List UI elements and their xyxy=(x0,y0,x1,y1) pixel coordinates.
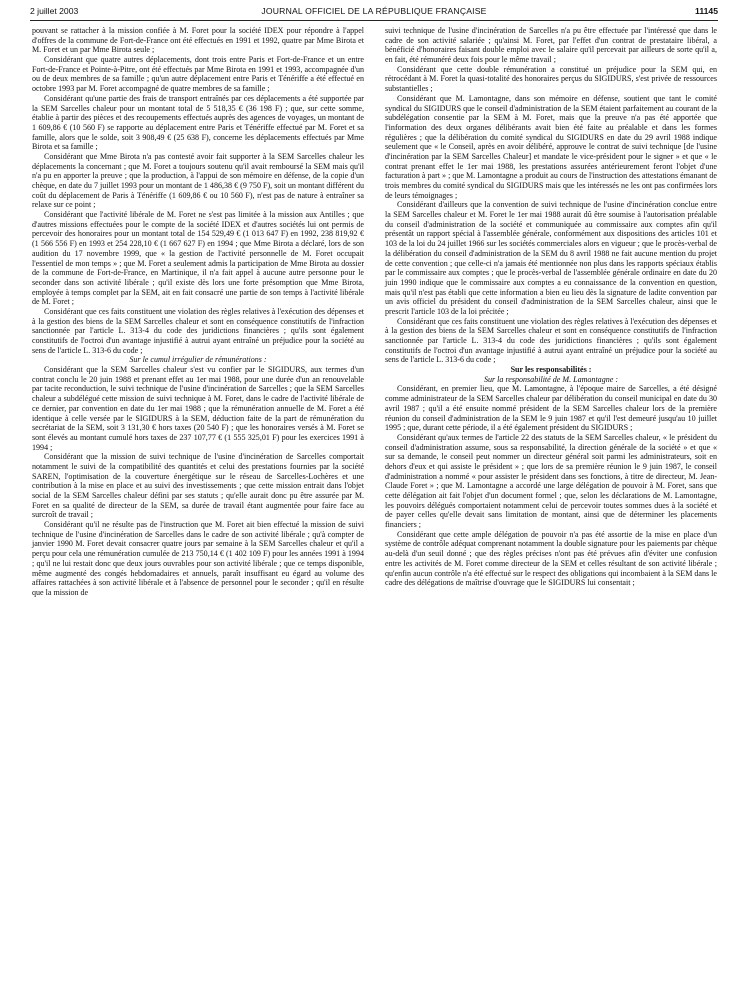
paragraph: Considérant que quatre autres déplacements, dont trois entre Paris et Fort-de-France et un entre Fort-de-France et Pointe-à-Pitre, ont été effectués par Mme Birota en 1991 et 1993, accompagnée d'un ou de deux membres de sa famille ; qu'un autre déplacement entre Paris et Ténériffe a été effectué en octobre 1993 par M. Foret accompagné de quatre membres de sa famille ; xyxy=(32,55,364,94)
paragraph: Considérant que cette double rémunération a constitué un préjudice pour la SEM qui, en rétrocédant à M. Foret la quasi-totalité des honoraires perçus du SIGIDURS, s'est privée de ressources substantielles ; xyxy=(385,64,717,94)
left-column xyxy=(32,26,364,598)
header-rule xyxy=(30,20,718,21)
paragraph: Considérant que M. Lamontagne, dans son mémoire en défense, soutient que tant le comité syndical du SIGIDURS que le conseil d'administration de la SEM étaient parfaitement au courant de la subdélégation consentie par la SEM à M. Foret, mais que la preuve n'a pas été apportée que l'information des deux organes délibérants avait bien été faite au préalable et dans les formes régulières ; que la délibération du comité syndical du SIGIDURS en date du 29 avril 1988 indique seulement que « le Conseil, après en avoir délibéré, approuve le contrat de suivi technique [de l'usine d'incinération par la SEM Sarcelles Chaleur] et mandate le vice-président pour le signer » et que « le contrat prenant effet le 1er mai 1988, les prestations assurées antérieurement feront l'objet d'une facturation à part » ; que M. Lamontagne a produit au cours de l'instruction des attestations émanant de trois membres du comité syndical du SIGIDURS mais que les intéressés ne les ont pas confirmées lors de leurs témoignages ; xyxy=(385,93,717,200)
subsection-heading: Sur le cumul irrégulier de rémunérations : xyxy=(129,355,267,365)
page-number: 11145 xyxy=(695,6,718,16)
paragraph: Considérant que la mission de suivi technique de l'usine d'incinération de Sarcelles comportait notamment le suivi de la compatibilité des quantités et celui des prestations fournies par la société SAREN, l'optimisation de la couverture énergétique sur le réseau de Sarcelles-Lochères et une contribution à la mise en place et au suivi des investissements ; que cette mission entrait dans l'objet social de la SEM Sarcelles chaleur défini par ses statuts ; qu'elle aurait donc pu être assurée par M. Foret en sa qualité de directeur de la SEM, sa durée de travail étant augmentée pour faire face au surcroît de travail ; xyxy=(32,452,364,520)
subsection-heading: Sur la responsabilité de M. Lamontagne : xyxy=(483,374,619,384)
section-heading: Sur les responsabilités : xyxy=(510,365,592,375)
paragraph: Considérant que la SEM Sarcelles chaleur s'est vu confier par le SIGIDURS, aux termes d'un contrat conclu le 20 juin 1988 et prenant effet au 1er mai 1988, pour une durée d'un an renouvelable par tacite reconduction, le suivi technique de l'usine d'incinération de Sarcelles ; que la SEM Sarcelles chaleur a subdélégué cette mission de suivi technique à M. Foret, dans le cadre de l'activité libérale de ce dernier, par convention en date du 1er mai 1988 ; que la rémunération annuelle de M. Foret a été identique à celle versée par le SIGIDURS à la SEM, déduction faite de la part de rémunération du secrétariat de la SEM, soit 3 131,30 € hors taxes (20 540 F) ; que les honoraires versés à M. Foret se sont élevés au montant cumulé hors taxes de 237 107,77 € (1 555 325,01 F) pour les exercices 1991 à 1994 ; xyxy=(32,365,364,452)
paragraph: Considérant que l'activité libérale de M. Foret ne s'est pas limitée à la mission aux Antilles ; que d'autres missions effectuées pour le compte de la société IDEX et d'autres sociétés lui ont permis de percevoir des honoraires pour un montant total de 154 529,49 € (1 013 647 F) en 1992, 238 819,92 € (1 566 556 F) en 1993 et 254 228,10 € (1 667 627 F) en 1994 ; que Mme Birota a déclaré, lors de son audition du 17 novembre 1999, que « la gestion de l'activité personnelle de M. Foret occupait l'essentiel de mon temps » ; que M. Foret a seulement admis la participation de Mme Birota au dossier de la commune de Fort-de-France, en Martinique, il n'a fait appel à aucune autre personne pour le seconder dans son activité libérale ; qu'il existe dès lors une forte présomption que Mme Birota, employée à temps complet par la SEM, ait en fait consacré une partie de son temps à l'activité libérale de M. Foret ; xyxy=(32,210,364,307)
paragraph: pouvant se rattacher à la mission confiée à M. Foret pour la société IDEX pour répondre à l'appel d'offres de la commune de Fort-de-France ont été effectués en 1991 et 1992, quatre par Mme Birota et M. Foret et un par Mme Birota seule ; xyxy=(32,26,364,55)
paragraph: Considérant qu'aux termes de l'article 22 des statuts de la SEM Sarcelles chaleur, « le président du conseil d'administration assume, sous sa responsabilité, la direction générale de la société » et que « sur sa demande, le conseil peut nommer un directeur général soit parmi les administrateurs, soit en dehors d'eux et qui assiste le président » ; que lors de sa première réunion le 9 juin 1987, le conseil d'administration a nommé « pour assister le président dans ses fonctions, à titre de directeur, M. Jean-Claude Foret » ; que M. Lamontagne a accordé une large délégation de pouvoir à M. Foret, sans que cette délégation ait fait l'objet d'un document formel ; que, selon les déclarations de M. Lamontagne, les pouvoirs délégués comportaient notamment celui de percevoir toutes sommes dues à la société et de payer celles qu'elle devait sans limitation de montant, ainsi que de déterminer les placements financiers ; xyxy=(385,432,717,530)
paragraph: Considérant que Mme Birota n'a pas contesté avoir fait supporter à la SEM Sarcelles chaleur les déplacements la concernant ; que M. Foret a toujours soutenu qu'il avait remboursé la SEM mais qu'il n'a pu en apporter la preuve ; que la production, à l'appui de son mémoire en défense, de la copie d'un chèque, en date du 7 juillet 1993 pour un montant de 1 486,38 € (9 750 F), soit un montant différent du coût du déplacement de Paris à Ténériffe (1 609,86 € ou 10 560 F), n'est pas de nature à entraîner sa relaxe sur ce point ; xyxy=(32,151,364,210)
paragraph: Considérant que ces faits constituent une violation des règles relatives à l'exécution des dépenses et à la gestion des biens de la SEM Sarcelles chaleur et sont en conséquence constitutifs de l'infraction sanctionnée par l'article L. 313-4 du code des juridictions financières ; qu'ils sont également constitutifs de l'octroi d'un avantage injustifié à autrui ayant entraîné un préjudice pour la société au sens de l'article L. 313-6 du code ; xyxy=(385,316,717,365)
issue-date: 2 juillet 2003 xyxy=(30,6,79,16)
paragraph: Considérant que cette ample délégation de pouvoir n'a pas été assortie de la mise en place d'un système de contrôle adéquat comprenant notamment la double signature pour les paiements par chèque au-delà d'un seuil donné ; que des règles précises n'ont pas été prévues afin d'éviter une confusion entre les activités de M. Foret comme directeur de la SEM et celles résultant de son activité libérale ; qu'enfin aucun contrôle n'a été effectué sur le respect des obligations qui incombaient à la SEM dans le cadre des délégations de maîtrise d'ouvrage que le SIGIDURS lui consentait ; xyxy=(385,529,717,588)
right-column xyxy=(385,26,717,588)
paragraph: Considérant d'ailleurs que la convention de suivi technique de l'usine d'incinération conclue entre la SEM Sarcelles chaleur et M. Foret le 1er mai 1988 aurait dû être soumise à l'autorisation préalable du conseil d'administration de la société et communiquée au commissaire aux comptes afin qu'il présentât un rapport spécial à l'assemblée générale, conformément aux dispositions des articles 101 et 103 de la loi du 24 juillet 1966 sur les sociétés commerciales alors en vigueur ; que le procès-verbal de la délibération du conseil d'administration de la SEM du 8 avril 1988 ne fait aucune mention du projet de cette convention ; que celle-ci n'a jamais été mentionnée non plus dans les rapports spéciaux établis par le commissaire aux comptes ; que le procès-verbal de l'assemblée générale ordinaire en date du 20 juin 1990 indique que le commissaire aux comptes a eu connaissance de la convention en question, mais qu'il n'est pas établi que cette information a bien eu lieu dès la signature de ladite convention par un avis officiel du président du conseil d'administration de la SEM Sarcelles chaleur, ainsi que le prescrit l'article 103 de la loi précitée ; xyxy=(385,200,717,316)
paragraph: Considérant qu'il ne résulte pas de l'instruction que M. Foret ait bien effectué la mission de suivi technique de l'usine d'incinération de Sarcelles dans le cadre de son activité libérale ; qu'à compter de janvier 1990 M. Foret devait consacrer quatre jours par semaine à la SEM Sarcelles chaleur et qu'il a perçu pour cela une rémunération cumulée de 213 750,14 € (1 402 109 F) pour les années 1991 à 1994 ; qu'il ne lui restait donc que deux jours ouvrables pour son activité libérale ; que ce temps disponible, même augmenté des congés hebdomadaires et annuels, paraît insuffisant eu égard au volume des affaires rattachées à son activité libérale et à l'absence de personnel pour le seconder ; qu'il en résulte que la mission de xyxy=(32,520,364,597)
paragraph: Considérant, en premier lieu, que M. Lamontagne, à l'époque maire de Sarcelles, a été désigné comme administrateur de la SEM Sarcelles chaleur par délibération du conseil municipal en date du 30 avril 1987 ; qu'il a été ensuite nommé président de la SEM Sarcelles chaleur lors de la première réunion du conseil d'administration de la SEM le 9 juin 1987 et qu'il l'est demeuré jusqu'au 10 juillet 1995 ; que, durant cette période, il a été également président du SIGIDURS ; xyxy=(385,384,717,433)
paragraph: suivi technique de l'usine d'incinération de Sarcelles n'a pu être effectuée par l'intéressé que dans le cadre de son activité salariée ; qu'ainsi M. Foret, par l'effet d'un contrat de prestataire libéral, a bénéficié d'honoraires faisant double emploi avec le salaire qu'il percevait par ailleurs de sorte qu'il a, en fait, été rémunéré deux fois pour le même travail ; xyxy=(385,26,717,65)
page-header xyxy=(30,6,718,20)
paragraph: Considérant que ces faits constituent une violation des règles relatives à l'exécution des dépenses et à la gestion des biens de la SEM Sarcelles chaleur et sont en conséquence constitutifs de l'infraction sanctionnée par l'article L. 313-4 du code des juridictions financières ; qu'ils sont également constitutifs de l'octroi d'un avantage injustifié à autrui ayant entraîné un préjudice pour la société au sens de l'article L. 313-6 du code ; xyxy=(32,306,364,355)
journal-title: JOURNAL OFFICIEL DE LA RÉPUBLIQUE FRANÇAISE xyxy=(261,6,487,16)
paragraph: Considérant qu'une partie des frais de transport entraînés par ces déplacements a été supportée par la SEM Sarcelles chaleur pour un montant total de 5 518,35 € (36 198 F) ; que, sur cette somme, établie à partir des pièces et des recoupements effectués auprès des agences de voyages, un montant de 1 609,86 € (10 560 F) se rapporte au déplacement entre Paris et Ténériffe effectué par M. Foret et sa famille, alors que le solde, soit 3 908,49 € (25 638 F), concerne les déplacements effectués par Mme Birota et sa famille ; xyxy=(32,93,364,152)
